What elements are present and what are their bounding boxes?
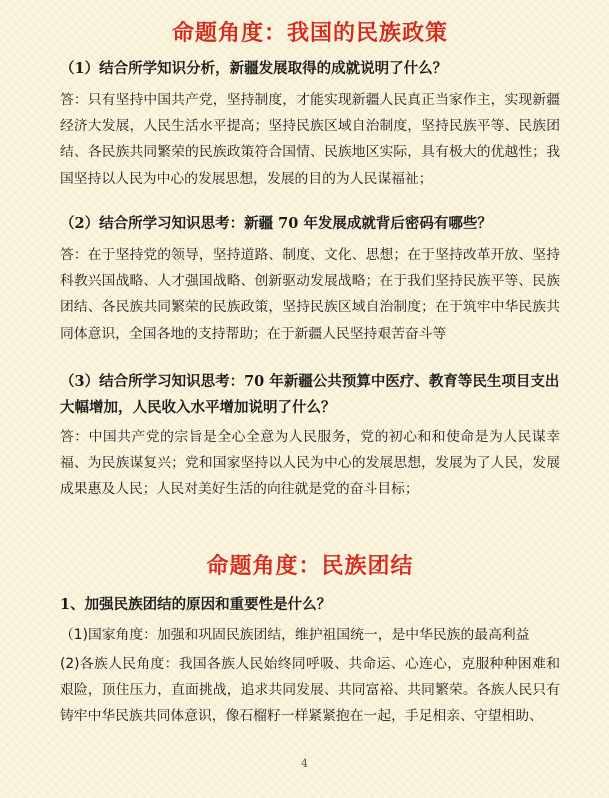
question-2: （2）结合所学习知识思考：新疆 70 年发展成就背后密码有哪些？	[60, 215, 492, 232]
section-title-ethnic-unity: 命题角度：民族团结	[206, 553, 414, 579]
page-number: 4	[301, 757, 308, 770]
answer-3: 答：中国共产党的宗旨是全心全意为人民服务，党的初心和和使命是为人民谋幸福、为民族谋复兴；党和国家坚持以人民为中心的发展思想，发展为了人民，发展成果惠及人民；人民对美好生活的向往就是党的奋斗目标；	[60, 429, 560, 498]
answer-1: 答：只有坚持中国共产党，坚持制度，才能实现新疆人民真正当家作主，实现新疆经济大发展，人民生活水平提高；坚持民族区域自治制度，坚持民族平等、民族团结、各民族共同繁荣的民族政策符合国情、民族地区实际，具有极大的优越性；我国坚持以人民为中心的发展思想，发展的目的为人民谋福祉；	[60, 92, 560, 187]
paragraph-people-perspective: (2)各族人民角度：我国各族人民始终同呼吸、共命运、心连心，克服种种困难和艰险，顶住压力，直面挑战，追求共同发展、共同富裕、共同繁荣。各族人民只有铸牢中华民族共同体意识，像石榴籽一样紧紧抱在一起，手足相亲、守望相助、	[60, 656, 560, 725]
answer-2: 答：在于坚持党的领导，坚持道路、制度、文化、思想；在于坚持改革开放、坚持科教兴国战略、人才强国战略、创新驱动发展战略；在于我们坚持民族平等、民族团结、各民族共同繁荣的民族政策，坚持民族区域自治制度；在于筑牢中华民族共同体意识，全国各地的支持帮助；在于新疆人民坚持艰苦奋斗等	[60, 247, 560, 342]
paragraph-national-perspective: （1)国家角度：加强和巩固民族团结，维护祖国统一，是中华民族的最高利益	[60, 627, 530, 643]
question-1: （1）结合所学知识分析，新疆发展取得的成就说明了什么？	[60, 60, 448, 77]
question-3: （3）结合所学习知识思考：70 年新疆公共预算中医疗、教育等民生项目支出大幅增加，人民收入水平增加说明了什么？	[60, 373, 560, 416]
section-title-ethnic-policy: 命题角度：我国的民族政策	[171, 20, 448, 46]
question-unity-1: 1、加强民族团结的原因和重要性是什么？	[60, 596, 332, 613]
